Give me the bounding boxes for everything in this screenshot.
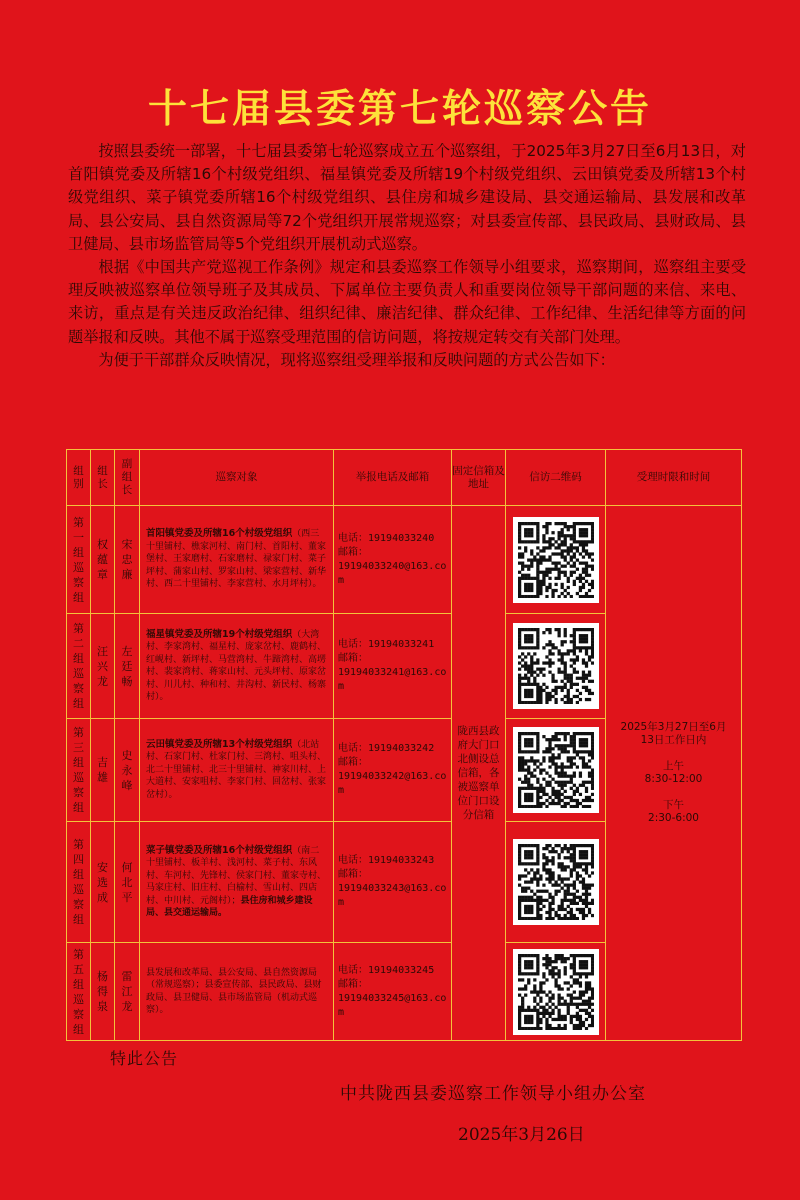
email-label: 邮箱： xyxy=(338,653,368,664)
email-label: 邮箱： xyxy=(338,869,368,880)
deputy-name: 左 廷 畅 xyxy=(115,614,140,719)
email-label: 邮箱： xyxy=(338,978,368,990)
group-name: 第 五 组 巡 察 组 xyxy=(67,943,91,1041)
qr-cell xyxy=(506,822,606,943)
closing-text: 特此公告 xyxy=(110,1049,179,1068)
email-label: 邮箱： xyxy=(338,546,368,558)
qr-code-icon[interactable] xyxy=(513,839,599,925)
time-am-label: 上午 xyxy=(663,759,684,772)
header-group: 组 别 xyxy=(67,450,91,506)
target-head: 菜子镇党委及所辖16个村级党组织 xyxy=(146,844,293,856)
target-cell xyxy=(140,614,334,719)
deputy-name: 何 北 平 xyxy=(115,822,140,943)
header-mailbox: 固定信箱及地址 xyxy=(452,450,506,506)
contact-cell xyxy=(334,614,452,719)
leader-name: 汪 兴 龙 xyxy=(91,614,115,719)
header-qr: 信访二维码 xyxy=(506,450,606,506)
qr-cell xyxy=(506,943,606,1041)
target-cell xyxy=(140,943,334,1041)
target-head: 云田镇党委及所辖13个村级党组织 xyxy=(146,738,293,750)
qr-code-icon[interactable] xyxy=(513,517,599,603)
time-cell xyxy=(606,506,742,1041)
email-address[interactable]: 19194033242@163.com xyxy=(338,771,447,796)
group-name: 第 二 组 巡 察 组 xyxy=(67,614,91,719)
qr-cell xyxy=(506,719,606,822)
email-label: 邮箱： xyxy=(338,757,368,768)
target-cell xyxy=(140,506,334,614)
deputy-name: 宋 忠 廉 xyxy=(115,506,140,614)
time-period: 2025年3月27日至6月13日工作日内 xyxy=(620,720,727,746)
mailbox-address: 陇西县政府大门口北侧设总信箱，各被巡察单位门口设分信箱 xyxy=(452,506,506,1041)
contact-cell xyxy=(334,943,452,1041)
group-name: 第 三 组 巡 察 组 xyxy=(67,719,91,822)
target-head: 首阳镇党委及所辖16个村级党组织 xyxy=(146,528,293,540)
email-address[interactable]: 19194033243@163.com xyxy=(338,883,447,908)
target-tail: 县住房和城乡建设局、县交通运输局。 xyxy=(146,895,313,918)
time-pm: 2:30-6:00 xyxy=(648,812,699,824)
target-body: （北站村、石家门村、杜家门村、三湾村、咀头村、北二十里铺村、北三十里铺村、神家川村、上大道村、安家咀村、李家门村、回岔村、张家岔村）。 xyxy=(146,739,327,800)
qr-code-icon[interactable] xyxy=(513,623,599,709)
header-contact: 举报电话及邮箱 xyxy=(334,450,452,506)
page-title: 十七届县委第七轮巡察公告 xyxy=(147,86,652,132)
intro-text xyxy=(68,140,746,372)
qr-code-icon[interactable] xyxy=(513,727,599,813)
target-body: （大湾村、李家湾村、福星村、庞家岔村、鹿鹤村、红岘村、新坪村、马营湾村、牛蹄湾村、高塄村、裴家湾村、蒋家山村、元头坪村、原家岔村、川儿村、种和村、井沟村、新民村、杨寨村）。 xyxy=(146,629,327,702)
leader-name: 杨 得 泉 xyxy=(91,943,115,1041)
email-address[interactable]: 19194033245@163.com xyxy=(338,992,447,1018)
time-am: 8:30-12:00 xyxy=(644,773,703,785)
group-name: 第 四 组 巡 察 组 xyxy=(67,822,91,943)
header-deputy: 副 组 长 xyxy=(115,450,140,506)
contact-cell xyxy=(334,719,452,822)
time-pm-label: 下午 xyxy=(663,798,684,811)
qr-cell xyxy=(506,614,606,719)
deputy-name: 史 永 峰 xyxy=(115,719,140,822)
qr-cell xyxy=(506,506,606,614)
target-body: 县发展和改革局、县公安局、县自然资源局（常规巡察）；县委宣传部、县民政局、县财政局、县卫健局、县市场监管局（机动式巡察）。 xyxy=(146,967,322,1015)
phone-number[interactable]: 电话：19194033243 xyxy=(338,855,435,866)
issuing-organization: 中共陇西县委巡察工作领导小组办公室 xyxy=(340,1084,646,1104)
leader-name: 吉 雄 xyxy=(91,719,115,822)
issue-date: 2025年3月26日 xyxy=(458,1125,585,1145)
header-time: 受理时限和时间 xyxy=(606,450,742,506)
email-address[interactable]: 19194033241@163.com xyxy=(338,667,447,692)
phone-number[interactable]: 电话：19194033242 xyxy=(338,743,435,754)
target-body: （西三十里铺村、樵家河村、南门村、首阳村、董家堡村、王家磨村、石家磨村、禄家门村、菜子坪村、蒲家山村、罗家山村、梁家营村、新华村、西二十里铺村、李家营村、水月坪村）。 xyxy=(146,529,327,590)
intro-paragraph-1: 按照县委统一部署，十七届县委第七轮巡察成立五个巡察组，于2025年3月27日至6月13日，对首阳镇党委及所辖16个村级党组织、福星镇党委及所辖19个村级党组织、云田镇党委及所辖13个村级党组织、菜子镇党委所辖16个村级党组织、县住房和城乡建设局、县交通运输局、县发展和改革局、县公安局、县自然资源局等72个党组织开展常规巡察；对县委宣传部、县民政局、县财政局、县卫健局、县市场监管局等5个党组织开展机动式巡察。 xyxy=(68,142,746,253)
header-target: 巡察对象 xyxy=(140,450,334,506)
table-row xyxy=(67,506,742,614)
phone-number[interactable]: 电话：19194033245 xyxy=(338,964,435,976)
contact-cell xyxy=(334,822,452,943)
contact-cell xyxy=(334,506,452,614)
phone-number[interactable]: 电话：19194033240 xyxy=(338,532,435,544)
target-cell xyxy=(140,822,334,943)
leader-name: 安 选 成 xyxy=(91,822,115,943)
table-header-row xyxy=(67,450,742,506)
email-address[interactable]: 19194033240@163.com xyxy=(338,560,447,586)
intro-paragraph-2: 根据《中国共产党巡视工作条例》规定和县委巡察工作领导小组要求，巡察期间，巡察组主要受理反映被巡察单位领导班子及其成员、下属单位主要负责人和重要岗位领导干部问题的来信、来电、来访，重点是有关违反政治纪律、组织纪律、廉洁纪律、群众纪律、工作纪律、生活纪律等方面的问题举报和反映。其他不属于巡察受理范围的信访问题，将按规定转交有关部门处理。 xyxy=(68,258,746,346)
qr-code-icon[interactable] xyxy=(513,949,599,1035)
header-leader: 组 长 xyxy=(91,450,115,506)
intro-paragraph-3: 为便于干部群众反映情况，现将巡察组受理举报和反映问题的方式公告如下： xyxy=(98,350,615,369)
inspection-table xyxy=(66,449,742,1041)
deputy-name: 雷 江 龙 xyxy=(115,943,140,1041)
target-body: （南二十里铺村、板羊村、浅河村、菜子村、东风村、车河村、先锋村、侯家门村、董家寺村、马家庄村、旧庄村、白榆村、雪山村、四店村、中川村、元阁村）； xyxy=(146,845,327,906)
target-head: 福星镇党委及所辖19个村级党组织 xyxy=(146,628,293,640)
phone-number[interactable]: 电话：19194033241 xyxy=(338,639,435,650)
leader-name: 权 蕴 章 xyxy=(91,506,115,614)
target-cell xyxy=(140,719,334,822)
group-name: 第 一 组 巡 察 组 xyxy=(67,506,91,614)
